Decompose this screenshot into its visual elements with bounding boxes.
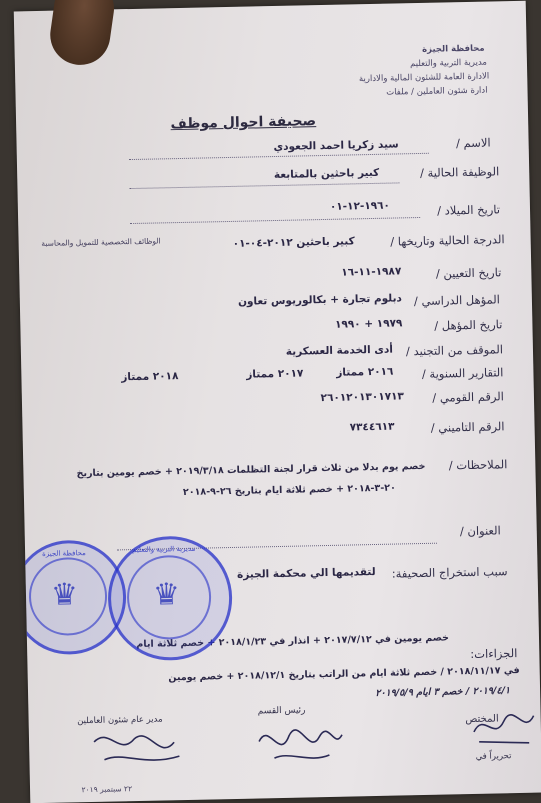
report-2018: ٢٠١٨ ممتاز — [121, 370, 179, 384]
hire-value: ١٩٨٧-١١-١٦ — [341, 265, 402, 279]
insurance-label: الرقم التاميني / — [430, 419, 505, 435]
notes-line-2: ٢٠-٣-٢٠١٨ + خصم ثلاثة ايام بتاريخ ٢٦-٩-٢٠١٨ — [182, 482, 396, 499]
qualification-date-label: تاريخ المؤهل / — [434, 317, 503, 333]
reports-label: التقارير السنوية / — [421, 365, 504, 381]
job-dots — [129, 182, 399, 189]
dept-head-label: رئيس القسم — [257, 705, 306, 717]
header-line-1: محافظة الجيزة — [422, 43, 485, 55]
document-page — [14, 1, 541, 803]
manager-label: مدير عام شئون العاملين — [77, 714, 163, 727]
header-line-4: ادارة شئون العاملين / ملفات — [386, 85, 488, 98]
reason-value: لتقديمها الي محكمة الجيزة — [236, 565, 376, 581]
job-label: الوظيفة الحالية / — [419, 164, 500, 180]
notes-label: الملاحظات / — [448, 457, 508, 473]
dob-dots — [130, 217, 420, 224]
qualification-label: المؤهل الدراسي / — [413, 292, 501, 309]
insurance-value: ٧٣٤٤٦١٣ — [349, 420, 395, 434]
header-line-3: الادارة العامة للشئون المالية والادارية — [358, 71, 490, 85]
signature-dept-head — [254, 715, 345, 767]
qualification-date-value: ١٩٧٩ + ١٩٩٠ — [334, 317, 403, 331]
penalties-line-2: في ٢٠١٨/١١/١٧ / خصم ثلاثة ايام من الراتب بتاريخ ٢٠١٨/١٢/١ + خصم يومين — [168, 664, 520, 684]
signature-reviewer — [468, 701, 539, 752]
reason-label: سبب استخراج الصحيفة: — [391, 564, 508, 581]
report-2016: ٢٠١٦ ممتاز — [336, 365, 394, 379]
document-title: صحيفة احوال موظف — [170, 113, 317, 133]
grade-note: الوظائف التخصصية للتمويل والمحاسبة — [41, 236, 161, 248]
reviewer-label: المختص — [465, 713, 499, 726]
qualification-value: دبلوم تجارة + بكالوريوس تعاون — [237, 292, 402, 308]
signature-manager — [89, 720, 190, 772]
report-2017: ٢٠١٧ ممتاز — [246, 367, 304, 381]
national-id-label: الرقم القومي / — [432, 389, 505, 405]
penalties-label: الجزاءات: — [470, 646, 518, 662]
hire-label: تاريخ التعيين / — [435, 265, 502, 281]
grade-label: الدرجة الحالية وتاريخها / — [390, 232, 505, 249]
dob-label: تاريخ الميلاد / — [437, 202, 501, 218]
stamp-right-text: مديرية التربية والتعليم — [131, 544, 196, 555]
header-line-2: مديرية التربية والتعليم — [409, 57, 488, 70]
dob-value: ١٩٦٠-١٢-٠١ — [329, 199, 391, 213]
eagle-emblem-icon: ♛ — [152, 577, 181, 613]
stamp-left-text: محافظة الجيزة — [42, 549, 86, 558]
footer-date: ٢٢ سبتمبر ٢٠١٩ — [81, 784, 133, 795]
name-dots — [129, 153, 429, 160]
eagle-emblem-icon: ♛ — [50, 577, 79, 613]
address-label: العنوان / — [459, 523, 501, 539]
military-value: أدى الخدمة العسكرية — [285, 343, 394, 358]
approval-label: تحريراً في — [475, 751, 512, 762]
penalties-line-1: خصم يومين في ٢٠١٧/٧/١٢ + انذار في ٢٠١٨/١/٢٣ + خصم ثلاثة ايام — [136, 632, 450, 651]
notes-line-1: خصم يوم بدلا من ثلاث قرار لجنة التظلمات ٢٠١٩/٣/١٨ + خصم يومين بتاريخ — [76, 460, 426, 480]
military-label: الموقف من التجنيد / — [405, 342, 504, 359]
name-label: الاسم / — [455, 135, 491, 151]
grade-value: كبير باحثين ٢٠١٢-٠٤-٠١ — [232, 235, 355, 250]
penalties-line-3: ٢٠١٩/٤/١ / خصم ٣ ايام ٢٠١٩/٥/٩ — [375, 685, 511, 700]
name-value: سيد زكريا احمد الجعودي — [273, 138, 399, 154]
national-id-value: ٢٦٠١٢٠١٣٠١٧١٣ — [320, 390, 405, 405]
job-value: كبير باحثين بالمتابعة — [273, 166, 380, 182]
